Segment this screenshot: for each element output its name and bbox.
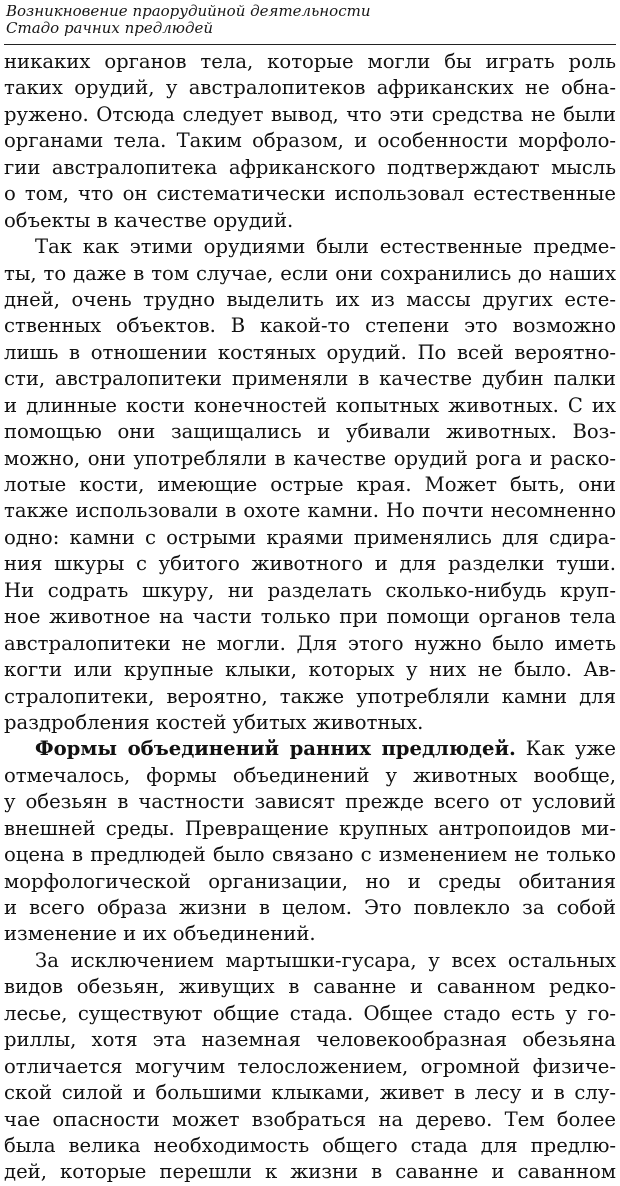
text-line: ния шкуры с убитого животного и для разделки туши.	[4, 552, 616, 576]
text-span: Как уже	[525, 737, 616, 761]
text-line: Так как этими орудиями были естественные предме-	[35, 235, 616, 259]
text-line: ственных объектов. В какой-то степени это возможно	[4, 314, 616, 338]
text-line: гии австралопитека африканского подтверждают мысль	[4, 155, 616, 179]
text-line: органами тела. Таким образом, и особенности морфоло-	[4, 129, 616, 153]
text-line: За исключением мартышки-гусара, у всех остальных	[35, 948, 616, 972]
text-line: отмечалось, формы объединений у животных вообще,	[4, 763, 616, 787]
text-line: когти или крупные клыки, которых у них не было. Ав-	[4, 658, 616, 682]
text-line: ты, то даже в том случае, если они сохранились до наших	[4, 261, 616, 285]
text-line: внешней среды. Превращение крупных антропоидов ми-	[4, 816, 616, 840]
text-line: таких орудий, у австралопитеков африканских не обна-	[4, 76, 616, 100]
text-line: о том, что он систематически использовал естественные	[4, 182, 616, 206]
text-line: дней, очень трудно выделить их из массы других есте-	[4, 287, 616, 311]
text-line: никаких органов тела, которые могли бы играть роль	[4, 50, 616, 73]
text-line: была велика необходимость общего стада для предлю-	[4, 1133, 616, 1157]
text-line: австралопитеки не могли. Для этого нужно было иметь	[4, 631, 616, 655]
text-line: ружено. Отсюда следует вывод, что эти средства не были	[4, 102, 616, 126]
text-line: стралопитеки, вероятно, также употребляли камни для	[4, 684, 616, 708]
text-line: у обезьян в частности зависят прежде всего от условий	[4, 790, 616, 814]
text-line: оцена в предлюдей было связано с изменением не только	[4, 843, 616, 867]
section-heading-line	[4, 736, 616, 762]
text-line: видов обезьян, живущих в саванне и саванном редко-	[4, 975, 616, 999]
text-line: ской силой и большими клыками, живет в лесу и в слу-	[4, 1081, 616, 1105]
text-line: лишь в отношении костяных орудий. По всей вероятно-	[4, 340, 616, 364]
text-line: Ни содрать шкуру, ни разделать сколько-нибудь круп-	[4, 578, 616, 602]
text-line: риллы, хотя эта наземная человекообразная обезьяна	[4, 1028, 616, 1052]
text-line: можно, они употребляли в качестве орудий рога и раско-	[4, 446, 616, 470]
header-rule	[4, 44, 616, 45]
text-line: раздробления костей убитых животных.	[4, 710, 424, 734]
running-header	[6, 3, 606, 37]
text-line: дей, которые перешли к жизни в саванне и саванном	[4, 1160, 616, 1184]
text-line: помощью они защищались и убивали животных. Воз-	[4, 420, 616, 444]
text-line: чае опасности может взобраться на дерево. Тем более	[4, 1107, 616, 1131]
text-line: лесье, существуют общие стада. Общее стадо есть у го-	[4, 1001, 616, 1025]
text-line: изменение и их объединений.	[4, 922, 316, 946]
text-line: морфологической организации, но и среды обитания	[4, 869, 616, 893]
section-heading: Формы объединений ранних предлюдей.	[35, 737, 516, 761]
text-line: сти, австралопитеки применяли в качестве дубин палки	[4, 367, 616, 391]
text-line: одно: камни с острыми краями применялись для сдира-	[4, 525, 616, 549]
running-title-line-1: Возникновение праорудийной деятельности	[6, 2, 371, 20]
body-text	[4, 49, 616, 1186]
text-line: и всего образа жизни в целом. Это повлекло за собой	[4, 896, 616, 919]
text-line: также использовали в охоте камни. Но почти несомненно	[4, 499, 616, 523]
text-line: лотые кости, имеющие острые края. Может быть, они	[4, 473, 616, 496]
text-line: отличается могучим телосложением, огромной физиче-	[4, 1054, 616, 1078]
text-line: ное животное на части только при помощи органов тела	[4, 605, 616, 629]
text-line: и длинные кости конечностей копытных животных. С их	[4, 393, 616, 417]
running-title-line-2: Стадо рачних предлюдей	[6, 19, 214, 37]
text-line: объекты в качестве орудий.	[4, 208, 294, 232]
